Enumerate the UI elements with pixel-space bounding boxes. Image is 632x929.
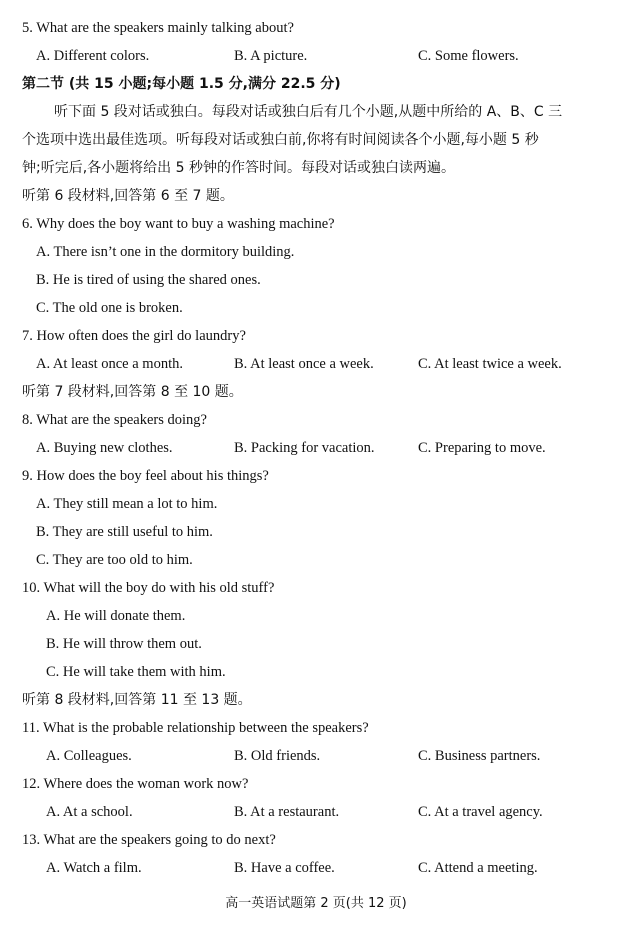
option-c: C. At a travel agency. [418,804,543,820]
instructions-line-1: 听下面 5 段对话或独白。每段对话或独白后有几个小题,从题中所给的 A、B、C 三 [54,104,563,120]
page-footer: 高一英语试题第 2 页(共 12 页) [225,896,407,911]
option-a: A. Different colors. [36,48,150,64]
option-a: A. At a school. [46,804,133,820]
option-b: B. He is tired of using the shared ones. [36,272,261,288]
option-c: C. The old one is broken. [36,300,183,316]
option-a: A. Buying new clothes. [36,440,173,456]
passage-8-intro: 听第 8 段材料,回答第 11 至 13 题。 [22,692,252,708]
passage-6-intro: 听第 6 段材料,回答第 6 至 7 题。 [22,188,234,204]
option-c: C. He will take them with him. [46,664,226,680]
option-b: B. Old friends. [234,748,321,764]
option-c: C. Preparing to move. [418,440,546,456]
option-b: B. At a restaurant. [234,804,340,820]
question-8-options [0,438,632,458]
question-6: 6. Why does the boy want to buy a washing machine? [22,216,335,232]
option-b: B. At least once a week. [234,356,374,372]
question-13: 13. What are the speakers going to do next? [22,832,276,848]
question-9: 9. How does the boy feel about his things? [22,468,269,484]
option-c: C. Some flowers. [418,48,519,64]
passage-7-intro: 听第 7 段材料,回答第 8 至 10 题。 [22,384,243,400]
option-c: C. At least twice a week. [418,356,562,372]
instructions-line-3: 钟;听完后,各小题将给出 5 秒钟的作答时间。每段对话或独白读两遍。 [22,160,455,176]
option-c: C. Business partners. [418,748,541,764]
option-b: B. He will throw them out. [46,636,202,652]
option-c: C. Attend a meeting. [418,860,538,876]
question-7: 7. How often does the girl do laundry? [22,328,246,344]
option-a: A. There isn’t one in the dormitory building. [36,244,295,260]
question-13-options [0,858,632,878]
instructions-line-2: 个选项中选出最佳选项。听每段对话或独白前,你将有时间阅读各个小题,每小题 5 秒 [22,132,539,148]
section-2-title: 第二节 (共 15 小题;每小题 1.5 分,满分 22.5 分) [22,76,341,92]
question-11-options [0,746,632,766]
option-a: A. Watch a film. [46,860,142,876]
question-7-options [0,354,632,374]
option-b: B. Have a coffee. [234,860,335,876]
question-12: 12. Where does the woman work now? [22,776,249,792]
question-12-options [0,802,632,822]
option-a: A. He will donate them. [46,608,186,624]
option-a: A. They still mean a lot to him. [36,496,218,512]
option-b: B. They are still useful to him. [36,524,213,540]
option-a: A. Colleagues. [46,748,132,764]
question-10: 10. What will the boy do with his old stuff? [22,580,275,596]
question-11: 11. What is the probable relationship between the speakers? [22,720,369,736]
option-b: B. Packing for vacation. [234,440,375,456]
option-c: C. They are too old to him. [36,552,193,568]
question-5: 5. What are the speakers mainly talking about? [22,20,294,36]
option-a: A. At least once a month. [36,356,183,372]
question-5-options [0,46,632,66]
question-8: 8. What are the speakers doing? [22,412,207,428]
option-b: B. A picture. [234,48,308,64]
